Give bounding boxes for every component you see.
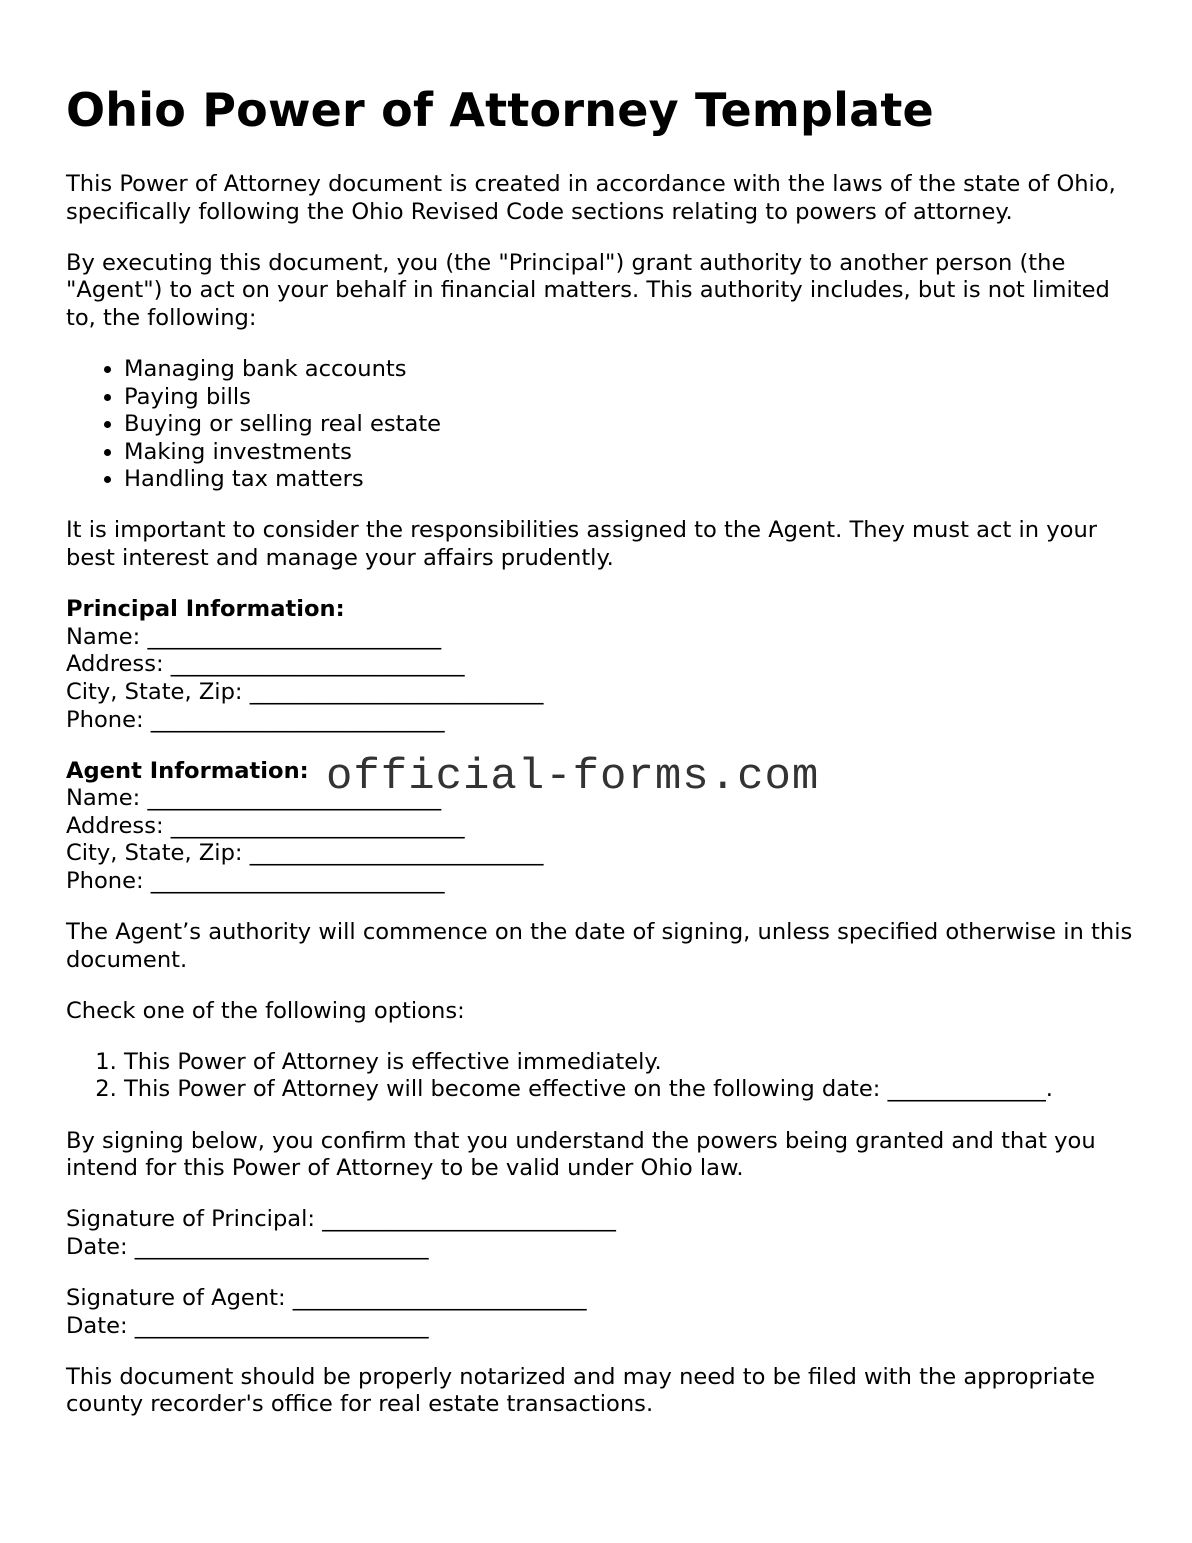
agent-heading: Agent Information: [66,757,309,784]
powers-list [66,356,1136,494]
confirm-paragraph: By signing below, you confirm that you understand the powers being granted and that you intend for this Power of Attorney to be valid under Ohio law. [66,1127,1096,1182]
grant-paragraph: By executing this document, you (the "Principal") grant authority to another person (the "Agent") to act on your behalf in financial matters. This authority includes, but is not limited to, the following: [66,249,1110,331]
principal-information [66,596,1136,734]
options-list [66,1049,1136,1104]
intro-paragraph: This Power of Attorney document is created in accordance with the laws of the state of Ohio, specifically following the Ohio Revised Code sections relating to powers of attorney. [66,171,1116,225]
principal-heading: Principal Information: [66,596,345,623]
option-future-date[interactable]: 2. This Power of Attorney will become effective on the following date: ______________. [124,1076,1136,1104]
list-item: • Buying or selling real estate [124,411,1136,439]
watermark-text: official-forms.com [326,752,820,802]
list-item: • Managing bank accounts [124,356,1136,384]
list-item: • Handling tax matters [124,466,1136,494]
responsibilities-paragraph: It is important to consider the responsibilities assigned to the Agent. They must act in your best interest and manage your affairs prudently. [66,517,1098,572]
principal-name-field[interactable]: Name: __________________________ [66,623,442,650]
agent-signature-field[interactable]: Signature of Agent: __________________________ [66,1284,587,1311]
principal-phone-field[interactable]: Phone: __________________________ [66,706,445,733]
commence-paragraph: The Agent’s authority will commence on the date of signing, unless specified otherwise in this document. [66,919,1133,973]
notary-paragraph: This document should be properly notarized and may need to be filed with the appropriate county recorder's office for real estate transactions. [66,1363,1095,1418]
agent-phone-field[interactable]: Phone: __________________________ [66,867,445,894]
agent-signature-block [66,1285,1136,1340]
document-title: Ohio Power of Attorney Template [66,83,934,137]
list-item: • Paying bills [124,384,1136,412]
agent-name-field[interactable]: Name: __________________________ [66,785,442,812]
check-prompt: Check one of the following options: [66,997,465,1024]
agent-date-field[interactable]: Date: __________________________ [66,1312,429,1339]
principal-address-field[interactable]: Address: __________________________ [66,651,465,678]
principal-signature-field[interactable]: Signature of Principal: __________________________ [66,1206,616,1233]
option-immediate[interactable]: 1. This Power of Attorney is effective immediately. [124,1049,1136,1077]
list-item: • Making investments [124,439,1136,467]
principal-signature-block [66,1206,1136,1261]
agent-address-field[interactable]: Address: __________________________ [66,812,465,839]
principal-date-field[interactable]: Date: __________________________ [66,1233,429,1260]
agent-city-field[interactable]: City, State, Zip: __________________________ [66,840,544,867]
principal-city-field[interactable]: City, State, Zip: __________________________ [66,678,544,705]
